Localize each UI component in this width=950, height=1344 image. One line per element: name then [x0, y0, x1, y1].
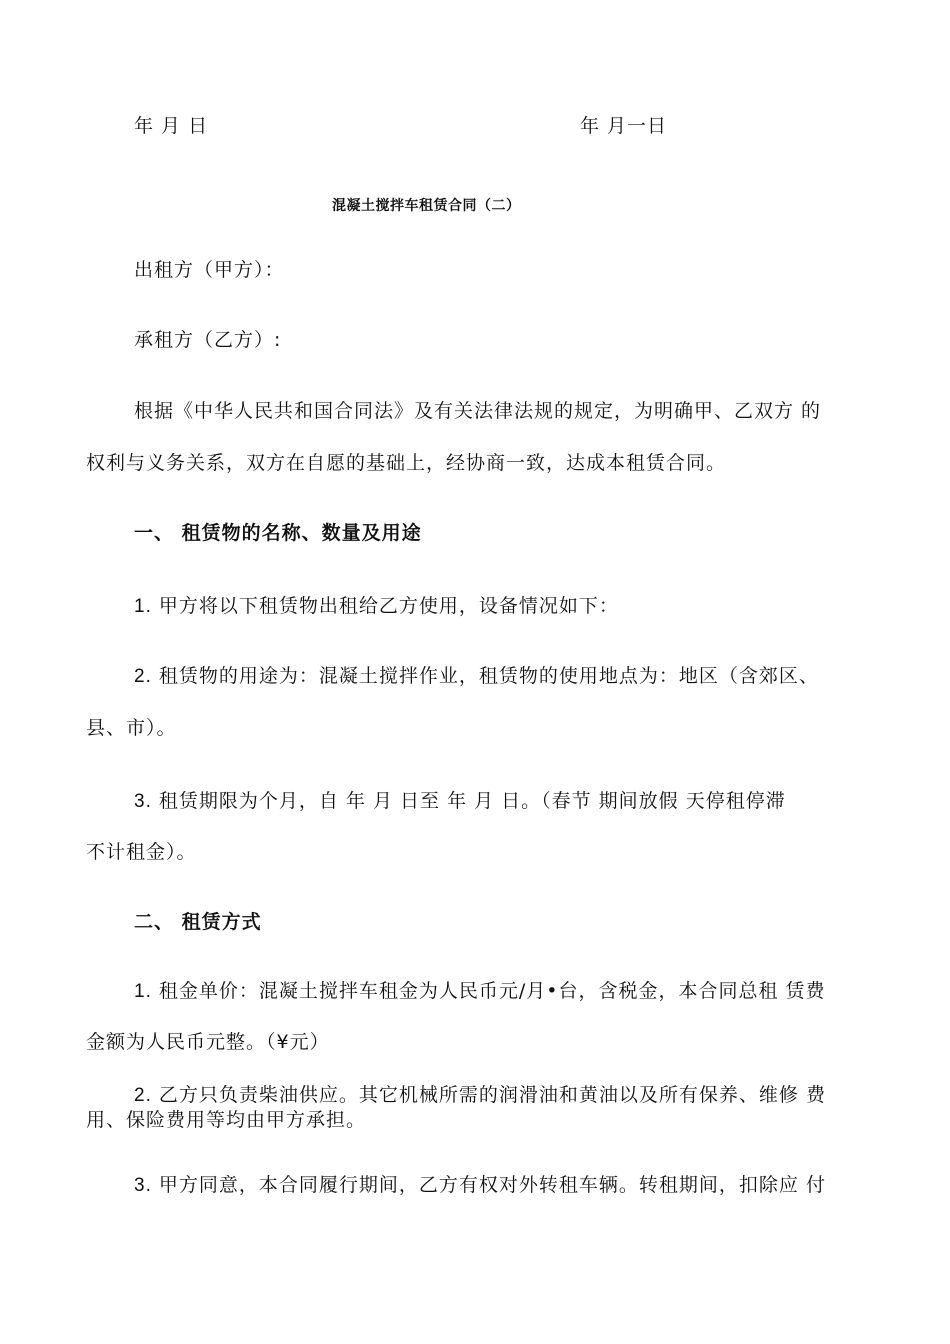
- item-text: 租赁物的用途为：混凝土搅拌作业，租赁物的使用地点为：地区（含郊区、: [158, 665, 819, 687]
- item-number: 2.: [134, 1085, 152, 1106]
- section-2-item-1-cont: 金额为人民币元整。（¥元）: [86, 1031, 330, 1053]
- item-text: 甲方同意，本合同履行期间，乙方有权对外转租车辆。转租期间，扣除应 付: [158, 1174, 826, 1196]
- item-number: 1.: [134, 981, 152, 1002]
- section-2-item-3: [134, 1173, 826, 1198]
- section-2-heading: 二、 租赁方式: [134, 911, 262, 933]
- item-text: 租赁期限为个月，自 年 月 日至 年 月 日。（春节 期间放假 天停租停滞: [158, 790, 786, 812]
- section-1-item-2: [134, 664, 819, 689]
- item-text: 甲方将以下租赁物出租给乙方使用，设备情况如下：: [158, 595, 619, 617]
- section-1-item-2-cont: 县、市）。: [86, 717, 177, 739]
- date-left: 年 月 日: [134, 115, 209, 137]
- lessor-line: 出租方（甲方）：: [134, 259, 285, 281]
- date-right: 年 月一日: [580, 115, 668, 137]
- section-1-item-3: [134, 789, 786, 814]
- section-2-item-2: [134, 1083, 826, 1108]
- item-number: 2.: [134, 666, 152, 687]
- preamble-line-1: 根据《中华人民共和国合同法》及有关法律法规的规定，为明确甲、乙双方 的: [134, 400, 822, 422]
- preamble-line-2: 权利与义务关系，双方在自愿的基础上，经协商一致，达成本租赁合同。: [86, 452, 727, 474]
- section-1-item-3-cont: 不计租金）。: [86, 841, 197, 863]
- document-title: 混凝土搅拌车租赁合同（二）: [332, 198, 521, 214]
- lessee-line: 承租方（乙方）:: [134, 329, 282, 351]
- item-number: 1.: [134, 596, 152, 617]
- section-2-item-2-cont: 用、保险费用等均由甲方承担。: [86, 1109, 367, 1131]
- section-1-item-1: [134, 594, 619, 619]
- item-text: 乙方只负责柴油供应。其它机械所需的润滑油和黄油以及所有保养、维修 费: [158, 1084, 826, 1106]
- item-number: 3.: [134, 1175, 152, 1196]
- section-1-heading: 一、 租赁物的名称、数量及用途: [134, 522, 422, 544]
- section-2-item-1: [134, 979, 826, 1004]
- item-number: 3.: [134, 791, 152, 812]
- item-text: 租金单价：混凝土搅拌车租金为人民币元/月•台，含税金，本合同总租 赁费: [158, 980, 826, 1002]
